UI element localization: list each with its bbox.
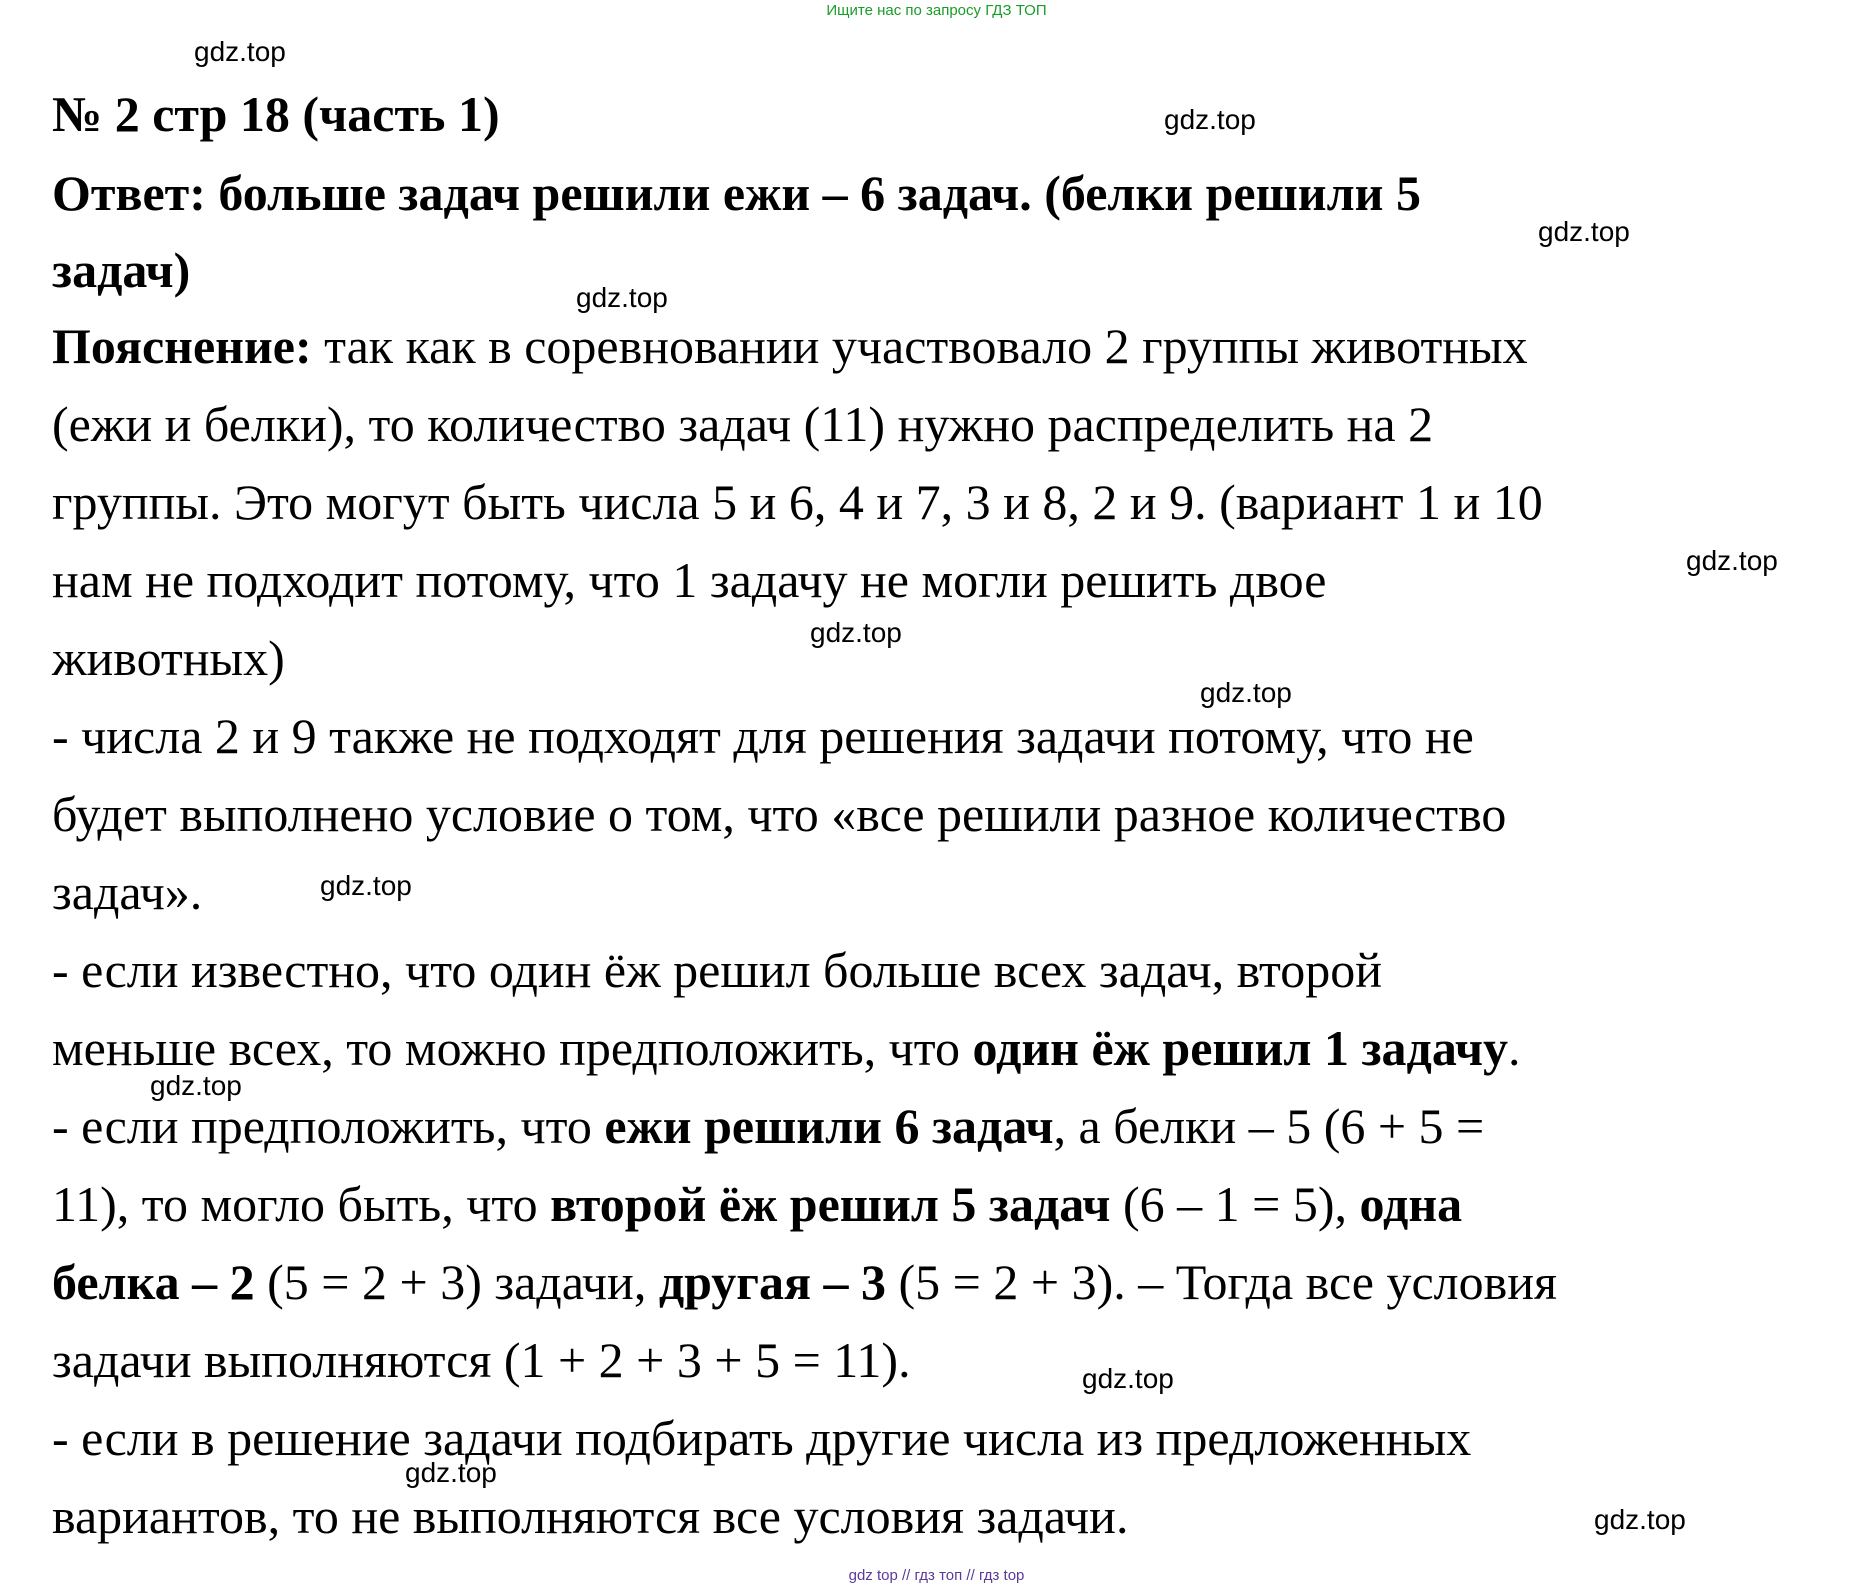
text-line <box>52 862 202 922</box>
top-banner[interactable]: Ищите нас по запросу ГДЗ ТОП <box>826 2 1047 19</box>
footer-link-gdz-top[interactable]: gdz top <box>848 1567 898 1584</box>
text-segment: . <box>1508 1020 1521 1076</box>
watermark: gdz.top <box>1082 1363 1174 1394</box>
text-segment: (5 = 2 + 3). – Тогда все условия <box>886 1254 1557 1310</box>
text-segment: так как в соревновании участвовало 2 группы животных <box>311 318 1528 374</box>
text-line <box>52 394 1433 454</box>
text-line <box>52 784 1506 844</box>
text-segment: (5 = 2 + 3) задачи, <box>254 1254 659 1310</box>
watermark: gdz.top <box>1164 104 1256 135</box>
watermark: gdz.top <box>1594 1504 1686 1535</box>
watermark: gdz.top <box>150 1070 242 1101</box>
footer-link-gdz-top-ru[interactable]: гдз топ <box>914 1567 963 1584</box>
text-segment: - если в решение задачи подбирать другие числа из предложенных <box>52 1410 1472 1466</box>
footer-link-gdz-top-mixed[interactable]: гдз top <box>978 1567 1025 1584</box>
watermark: gdz.top <box>576 282 668 313</box>
text-line <box>52 1096 1484 1156</box>
watermark: gdz.top <box>405 1457 497 1488</box>
text-segment: вариантов, то не выполняются все условия задачи. <box>52 1488 1129 1544</box>
text-line <box>52 706 1474 766</box>
text-line <box>52 316 1528 376</box>
bold-text: другая – 3 <box>658 1254 887 1310</box>
bold-text: ежи решили 6 задач <box>604 1098 1054 1154</box>
text-segment: меньше всех, то можно предположить, что <box>52 1020 973 1076</box>
text-segment: 11), то могло быть, что <box>52 1176 551 1232</box>
footer-separator: // <box>962 1567 979 1584</box>
text-segment: будет выполнено условие о том, что «все решили разное количество <box>52 786 1507 842</box>
bold-text: Пояснение: <box>52 318 312 374</box>
text-segment: - если известно, что один ёж решил больше всех задач, второй <box>52 942 1382 998</box>
text-line <box>52 1174 1462 1234</box>
text-line <box>52 550 1326 610</box>
bold-text: второй ёж решил 5 задач <box>550 1176 1111 1232</box>
text-line <box>52 628 285 688</box>
text-segment: животных) <box>52 630 285 686</box>
heading-line <box>52 84 500 144</box>
bold-text: одна <box>1359 1176 1463 1232</box>
text-segment: задачи выполняются (1 + 2 + 3 + 5 = 11). <box>52 1332 911 1388</box>
answer-line-2 <box>52 240 190 300</box>
watermark: gdz.top <box>320 870 412 901</box>
text-segment: - числа 2 и 9 также не подходят для решения задачи потому, что не <box>52 708 1474 764</box>
text-line <box>52 472 1543 532</box>
watermark: gdz.top <box>810 617 902 648</box>
text-segment: (ежи и белки), то количество задач (11) нужно распределить на 2 <box>52 396 1434 452</box>
bold-text: задач) <box>52 242 191 298</box>
text-line <box>52 1252 1557 1312</box>
text-line <box>52 1330 911 1390</box>
text-segment: группы. Это могут быть числа 5 и 6, 4 и 7, 3 и 8, 2 и 9. (вариант 1 и 10 <box>52 474 1543 530</box>
text-segment: - если предположить, что <box>52 1098 605 1154</box>
bold-text: белка – 2 <box>52 1254 255 1310</box>
text-line <box>52 1486 1128 1546</box>
text-line <box>52 1018 1521 1078</box>
answer-line-1 <box>52 163 1421 223</box>
text-line <box>52 1408 1471 1468</box>
watermark: gdz.top <box>194 36 286 67</box>
watermark: gdz.top <box>1686 545 1778 576</box>
watermark: gdz.top <box>1538 216 1630 247</box>
bold-text: Ответ: больше задач решили ежи – 6 задач. (белки решили 5 <box>52 165 1421 221</box>
footer-links <box>0 1567 1873 1584</box>
text-segment: , а белки – 5 (6 + 5 = <box>1053 1098 1485 1154</box>
bold-text: один ёж решил 1 задачу <box>972 1020 1509 1076</box>
text-line <box>52 940 1382 1000</box>
text-segment: задач». <box>52 864 203 920</box>
footer-separator: // <box>897 1567 915 1584</box>
text-segment: (6 – 1 = 5), <box>1110 1176 1360 1232</box>
text-segment: нам не подходит потому, что 1 задачу не могли решить двое <box>52 552 1327 608</box>
watermark: gdz.top <box>1200 677 1292 708</box>
bold-text: № 2 стр 18 (часть 1) <box>52 86 500 142</box>
